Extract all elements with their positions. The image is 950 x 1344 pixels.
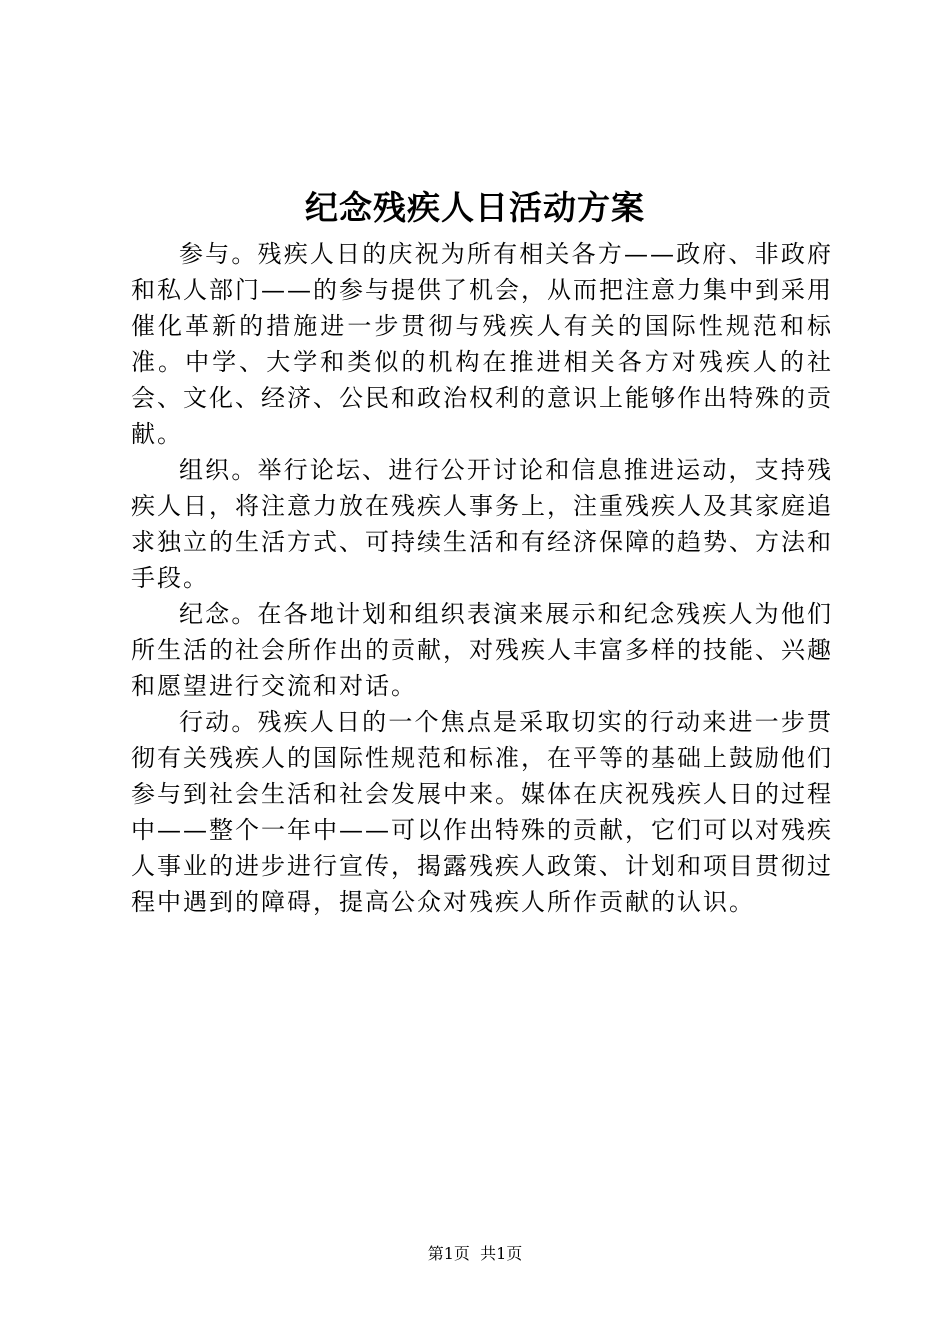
paragraph-commemoration: 纪念。在各地计划和组织表演来展示和纪念残疾人为他们所生活的社会所作出的贡献，对残疾人丰富多样的技能、兴趣和愿望进行交流和对话。 bbox=[131, 600, 833, 700]
page-total: 共1页 bbox=[480, 1244, 523, 1263]
paragraph-organization: 组织。举行论坛、进行公开讨论和信息推进运动，支持残疾人日，将注意力放在残疾人事务上，注重残疾人及其家庭追求独立的生活方式、可持续生活和有经济保障的趋势、方法和手段。 bbox=[131, 456, 833, 592]
page-footer bbox=[0, 1244, 950, 1264]
document-body bbox=[131, 236, 833, 920]
paragraph-action: 行动。残疾人日的一个焦点是采取切实的行动来进一步贯彻有关残疾人的国际性规范和标准，在平等的基础上鼓励他们参与到社会生活和社会发展中来。媒体在庆祝残疾人日的过程中——整个一年中——可以作出特殊的贡献，它们可以对残疾人事业的进步进行宣传，揭露残疾人政策、计划和项目贯彻过程中遇到的障碍，提高公众对残疾人所作贡献的认识。 bbox=[131, 708, 833, 916]
page-number: 第1页 bbox=[427, 1244, 470, 1263]
paragraph-participation: 参与。残疾人日的庆祝为所有相关各方——政府、非政府和私人部门——的参与提供了机会，从而把注意力集中到采用催化革新的措施进一步贯彻与残疾人有关的国际性规范和标准。中学、大学和类似的机构在推进相关各方对残疾人的社会、文化、经济、公民和政治权利的意识上能够作出特殊的贡献。 bbox=[131, 240, 833, 448]
document-title: 纪念残疾人日活动方案 bbox=[305, 188, 645, 227]
footer-spacer bbox=[470, 1244, 480, 1263]
